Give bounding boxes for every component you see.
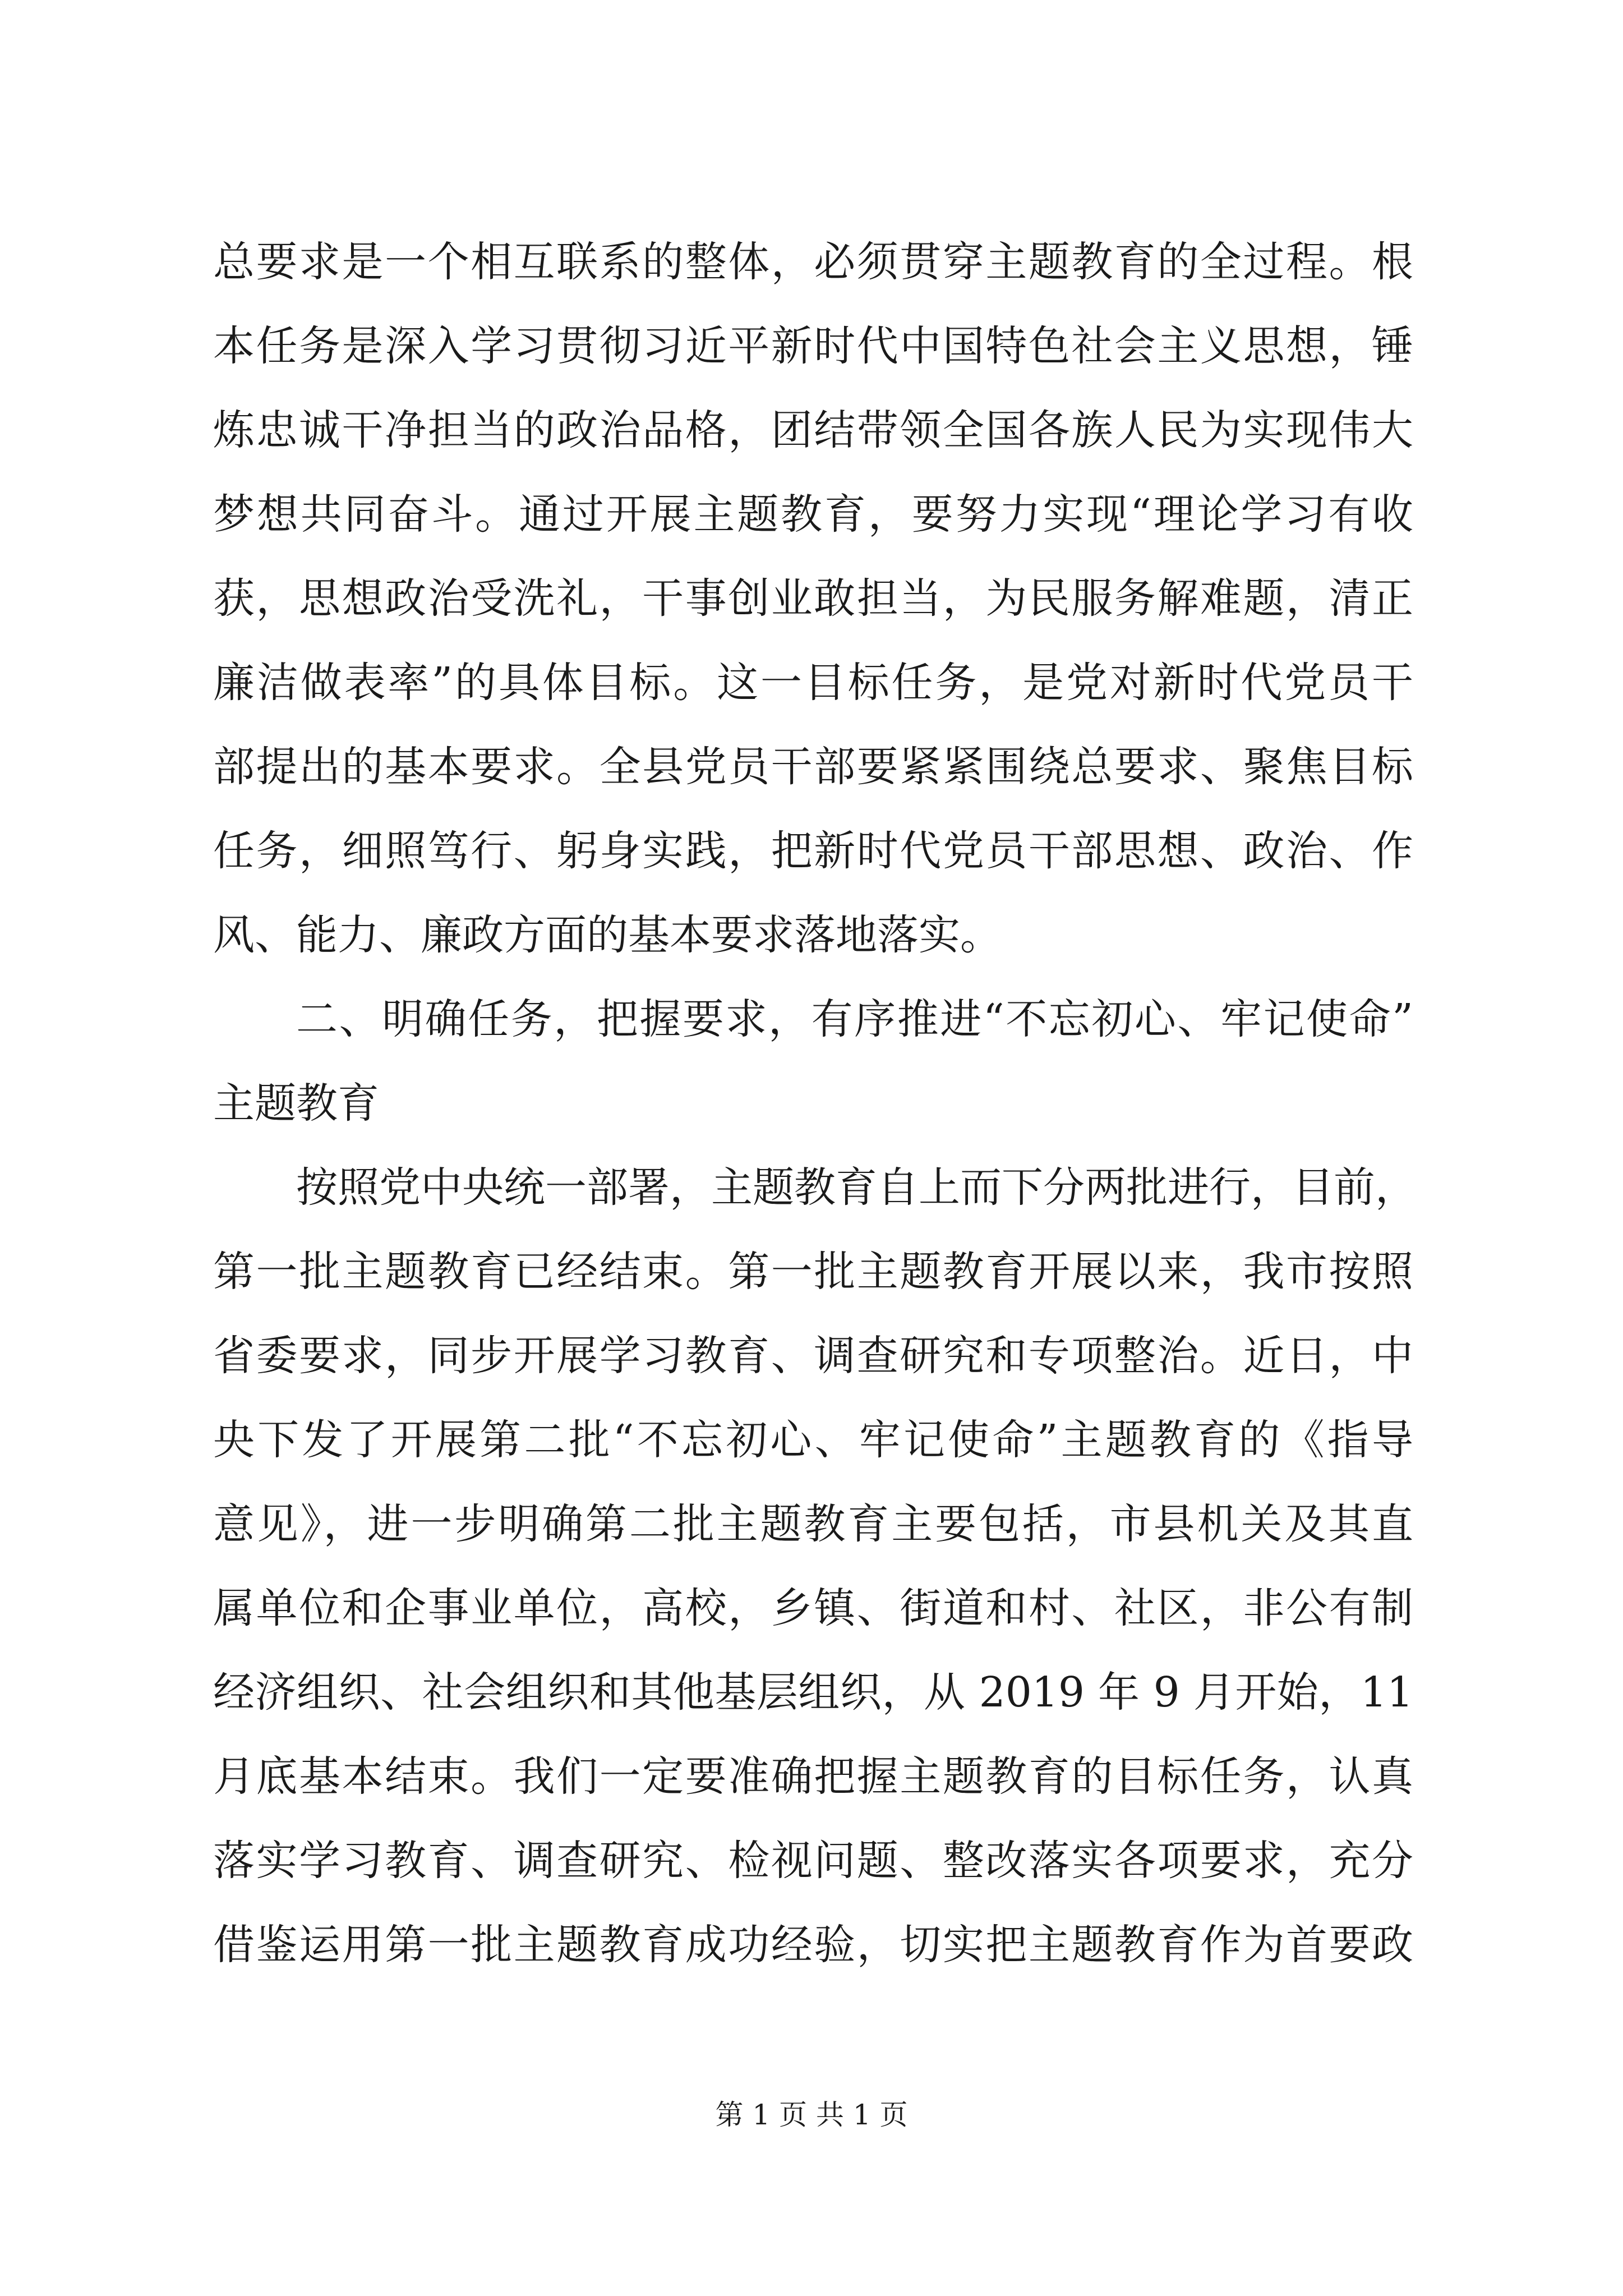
text-line: 借鉴运用第一批主题教育成功经验，切实把主题教育作为首要政: [213, 1921, 1413, 1969]
text-line: 风、能力、廉政方面的基本要求落地落实。: [213, 911, 1002, 959]
text-line: 炼忠诚干净担当的政治品格，团结带领全国各族人民为实现伟大: [213, 406, 1413, 454]
text-line: 获，思想政治受洗礼，干事创业敢担当，为民服务解难题，清正: [213, 574, 1413, 623]
text-line: 属单位和企事业单位，高校，乡镇、街道和村、社区，非公有制: [213, 1584, 1413, 1632]
text-line: 任务，细照笃行、躬身实践，把新时代党员干部思想、政治、作: [213, 827, 1413, 875]
text-line: 按照党中央统一部署，主题教育自上而下分两批进行，目前，: [296, 1163, 1417, 1212]
text-line: 月底基本结束。我们一定要准确把握主题教育的目标任务，认真: [213, 1752, 1413, 1801]
text-line: 意见》，进一步明确第二批主题教育主要包括，市县机关及其直: [213, 1500, 1413, 1548]
text-line: 省委要求，同步开展学习教育、调查研究和专项整治。近日，中: [213, 1332, 1413, 1380]
text-line: 梦想共同奋斗。通过开展主题教育，要努力实现“理论学习有收: [213, 490, 1413, 539]
text-line: 经济组织、社会组织和其他基层组织，从 2019 年 9 月开始，11: [213, 1668, 1413, 1717]
document-body: [213, 220, 1417, 1987]
text-line: 本任务是深入学习贯彻习近平新时代中国特色社会主义思想，锤: [213, 322, 1413, 370]
text-line: 部提出的基本要求。全县党员干部要紧紧围绕总要求、聚焦目标: [213, 743, 1413, 791]
text-line: 落实学习教育、调查研究、检视问题、整改落实各项要求，充分: [213, 1837, 1413, 1885]
text-line: 第一批主题教育已经结束。第一批主题教育开展以来，我市按照: [213, 1248, 1413, 1296]
text-line: 主题教育: [213, 1079, 379, 1128]
text-line: 廉洁做表率”的具体目标。这一目标任务，是党对新时代党员干: [213, 659, 1413, 707]
text-line: 央下发了开展第二批“不忘初心、牢记使命”主题教育的《指导: [213, 1416, 1413, 1464]
text-line: 二、明确任务，把握要求，有序推进“不忘初心、牢记使命”: [296, 995, 1413, 1043]
text-line: 总要求是一个相互联系的整体，必须贯穿主题教育的全过程。根: [213, 238, 1413, 286]
page-footer: 第 1 页 共 1 页: [715, 2099, 908, 2131]
